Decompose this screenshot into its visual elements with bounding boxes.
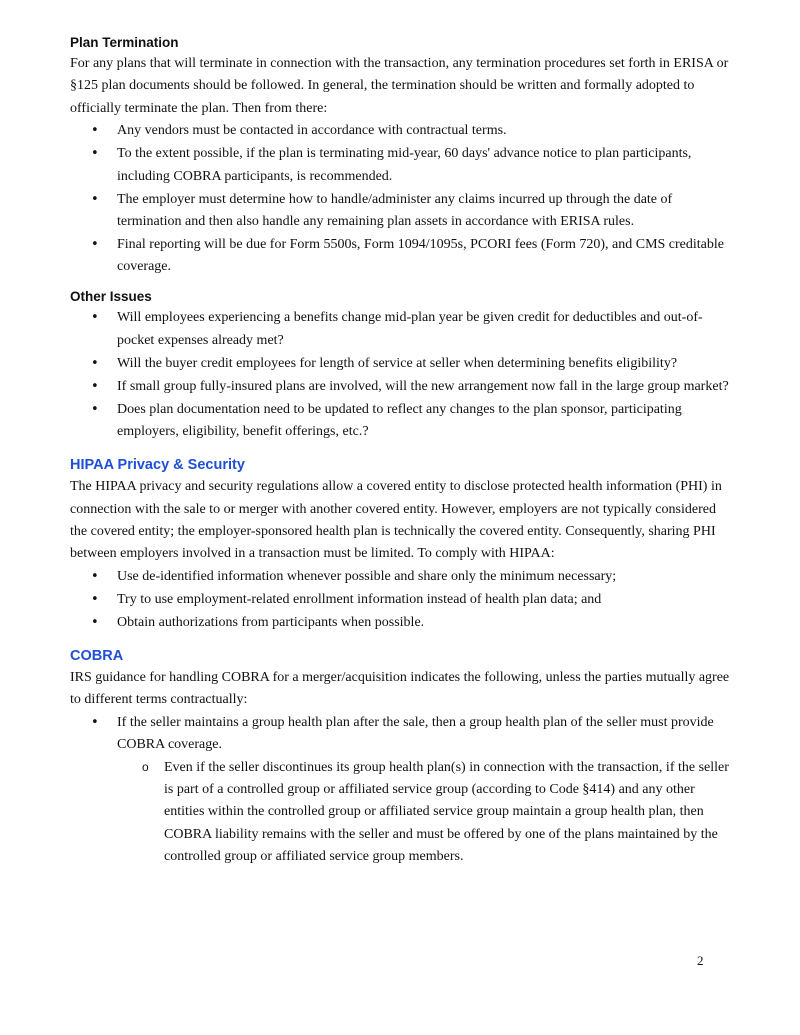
- list-item: • The employer must determine how to handle/administer any claims incurred up through the date of termination and then also handle any remaining plan assets in accordance with ERISA rules.: [70, 189, 732, 234]
- cobra-list: [70, 712, 732, 869]
- list-item: • Will the buyer credit employees for length of service at seller when determining benefits eligibility?: [70, 353, 732, 375]
- heading-cobra: COBRA: [70, 647, 124, 664]
- list-item: • Does plan documentation need to be updated to reflect any changes to the plan sponsor, participating employers, eligibility, benefit offerings, etc.?: [70, 399, 732, 444]
- list-item: • If small group fully-insured plans are involved, will the new arrangement now fall in the large group market?: [70, 376, 732, 398]
- list-item: • Obtain authorizations from participants when possible.: [70, 612, 732, 634]
- list-item: • Use de-identified information whenever possible and share only the minimum necessary;: [70, 566, 732, 588]
- list-item: • Try to use employment-related enrollment information instead of health plan data; and: [70, 589, 732, 611]
- list-item: [70, 712, 732, 869]
- heading-other-issues: Other Issues: [70, 289, 152, 305]
- heading-plan-termination: Plan Termination: [70, 35, 179, 50]
- page-number: 2: [697, 953, 704, 968]
- document-page: [70, 33, 732, 869]
- other-issues-list: [70, 307, 732, 443]
- cobra-sub-list: [117, 757, 732, 869]
- list-item-text: If the seller maintains a group health plan after the sale, then a group health plan of the seller must provide COBRA coverage.: [117, 714, 714, 753]
- hipaa-list: [70, 566, 732, 634]
- list-item: • To the extent possible, if the plan is terminating mid-year, 60 days' advance notice to plan participants, including COBRA participants, is recommended.: [70, 143, 732, 188]
- list-item: • Any vendors must be contacted in accordance with contractual terms.: [70, 120, 732, 142]
- cobra-intro: IRS guidance for handling COBRA for a merger/acquisition indicates the following, unless the parties mutually agree to different terms contractually:: [70, 669, 730, 708]
- heading-hipaa-privacy-security: HIPAA Privacy & Security: [70, 457, 245, 474]
- hipaa-intro: The HIPAA privacy and security regulations allow a covered entity to disclose protected health information (PHI) in connection with the sale to or merger with another covered entity. However, employers are not typically considered the covered entity; the employer-sponsored health plan is technically the covered entity. Consequently, sharing PHI between employers involved in a transaction must be limited. To comply with HIPAA:: [70, 479, 722, 562]
- plan-termination-list: [70, 120, 732, 279]
- plan-termination-intro: For any plans that will terminate in connection with the transaction, any termination procedures set forth in ERISA or §125 plan documents should be followed. In general, the termination should be written and formally adopted to officially terminate the plan. Then from there:: [70, 56, 729, 116]
- sub-list-item: o Even if the seller discontinues its group health plan(s) in connection with the transaction, if the seller is part of a controlled group or affiliated service group (according to Code §414) and any other entities within the controlled group or affiliated service group maintain a group health plan, then COBRA liability remains with the seller and must be offered by one of the plans maintained by the controlled group or affiliated service group members.: [117, 757, 732, 869]
- list-item: • Will employees experiencing a benefits change mid-plan year be given credit for deductibles and out-of-pocket expenses already met?: [70, 307, 732, 352]
- list-item: • Final reporting will be due for Form 5500s, Form 1094/1095s, PCORI fees (Form 720), and CMS creditable coverage.: [70, 234, 732, 279]
